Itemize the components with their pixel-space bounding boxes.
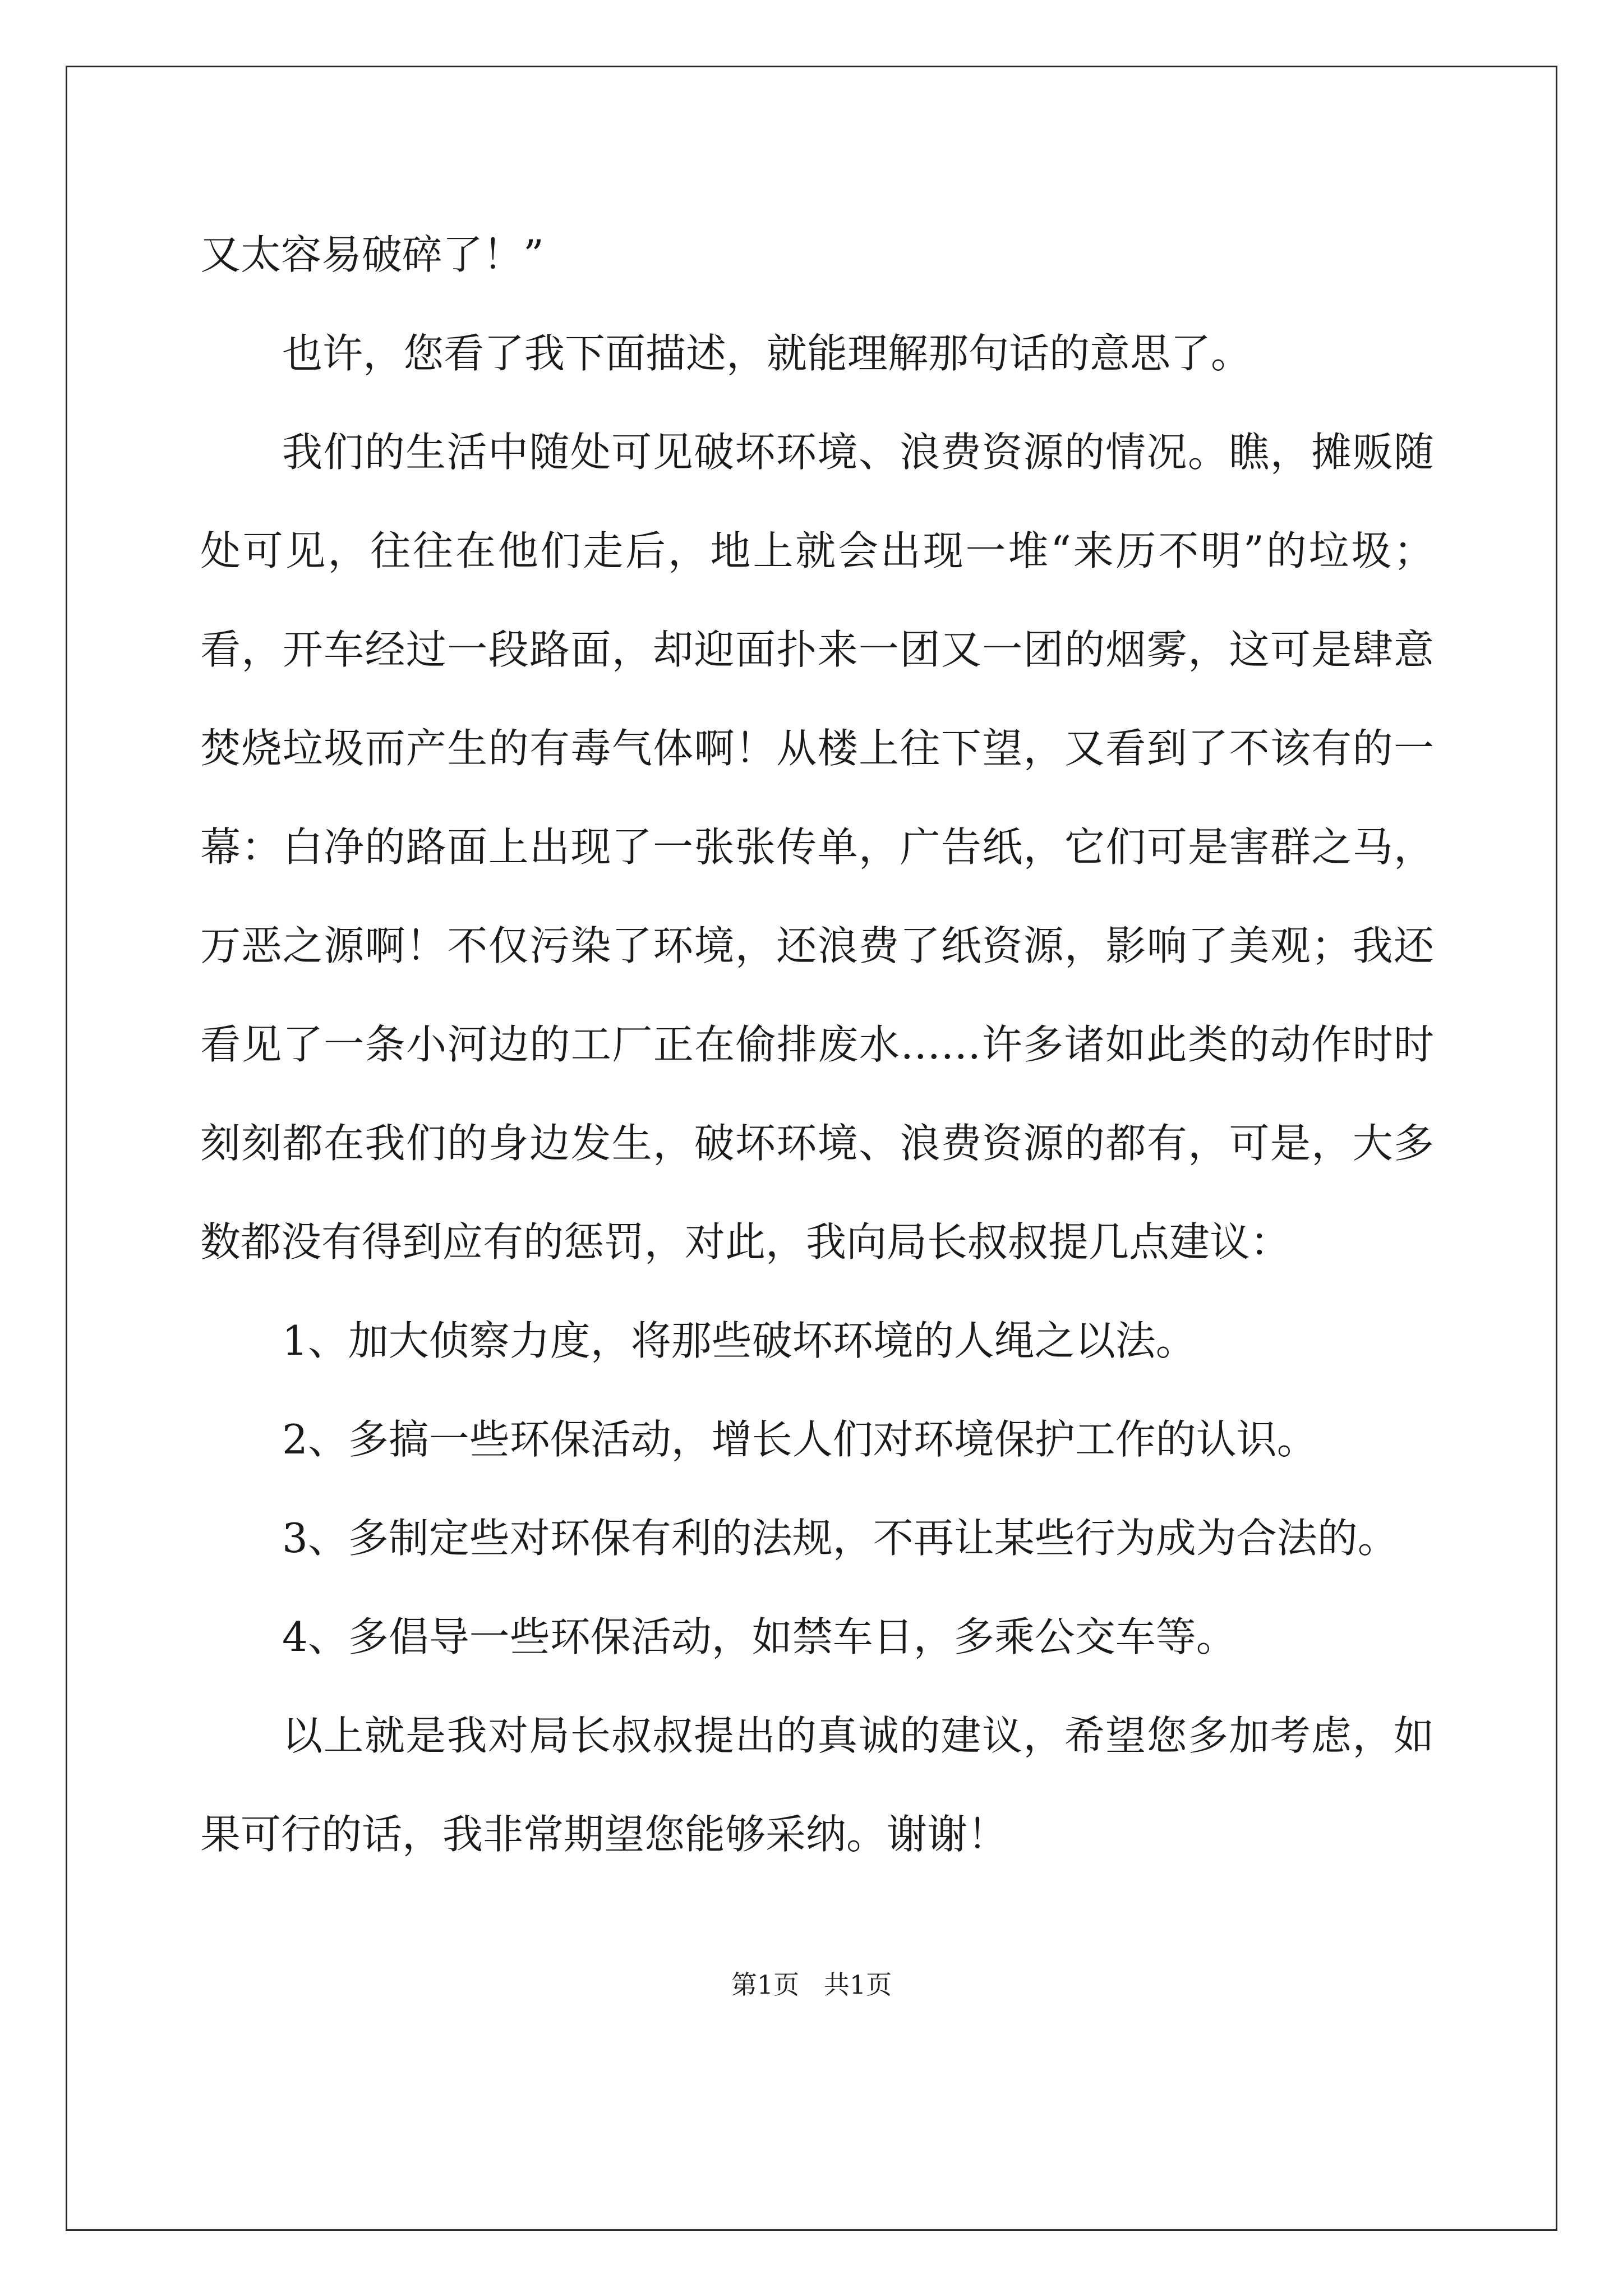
text-line: 幕：白净的路面上出现了一张张传单，广告纸，它们可是害群之马，	[200, 823, 1434, 871]
text-line: 刻刻都在我们的身边发生，破坏环境、浪费资源的都有，可是，大多	[200, 1120, 1434, 1167]
text-line: 看，开车经过一段路面，却迎面扑来一团又一团的烟雾，这可是肆意	[200, 626, 1434, 673]
text-line: 看见了一条小河边的工厂正在偷排废水……许多诸如此类的动作时时	[200, 1021, 1434, 1068]
page-number-footer: 第1页 共1页	[731, 1970, 892, 2000]
text-line: 处可见，往往在他们走后，地上就会出现一堆“来历不明”的垃圾；	[200, 527, 1434, 574]
list-item: 1、加大侦察力度，将那些破坏环境的人绳之以法。	[282, 1317, 1196, 1364]
text-line: 以上就是我对局长叔叔提出的真诚的建议，希望您多加考虑，如	[282, 1712, 1434, 1759]
text-line: 数都没有得到应有的惩罚，对此，我向局长叔叔提几点建议：	[200, 1218, 1291, 1266]
list-item: 4、多倡导一些环保活动，如禁车日，多乘公交车等。	[282, 1613, 1237, 1660]
text-line: 万恶之源啊！不仅污染了环境，还浪费了纸资源，影响了美观；我还	[200, 922, 1434, 969]
list-item: 3、多制定些对环保有利的法规，不再让某些行为成为合法的。	[282, 1515, 1398, 1562]
text-line: 焚烧垃圾而产生的有毒气体啊！从楼上往下望，又看到了不该有的一	[200, 725, 1434, 772]
text-line: 我们的生活中随处可见破坏环境、浪费资源的情况。瞧，摊贩随	[282, 429, 1434, 476]
text-line: 果可行的话，我非常期望您能够采纳。谢谢！	[200, 1811, 1008, 1858]
text-line: 又太容易破碎了！”	[200, 231, 544, 278]
text-line: 也许，您看了我下面描述，就能理解那句话的意思了。	[282, 330, 1252, 377]
letter-body	[200, 205, 1434, 1884]
list-item: 2、多搞一些环保活动，增长人们对环境保护工作的认识。	[282, 1416, 1317, 1463]
